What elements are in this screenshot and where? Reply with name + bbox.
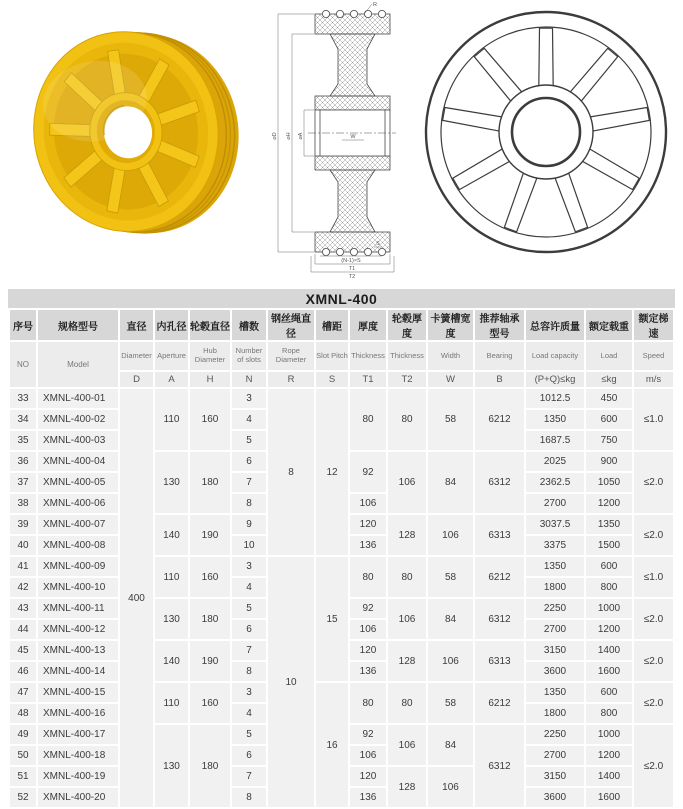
data-cell: 92	[350, 599, 386, 618]
data-cell: 6	[232, 620, 266, 639]
data-cell: 51	[10, 767, 36, 786]
header-cell-en: Thickness	[350, 342, 386, 370]
data-cell: 7	[232, 641, 266, 660]
data-cell: 140	[155, 515, 188, 555]
header-cell-en: Model	[38, 342, 118, 387]
data-cell: 3600	[526, 788, 584, 807]
spoke	[590, 108, 650, 132]
product-photo	[22, 10, 240, 258]
data-cell: 110	[155, 557, 188, 597]
data-cell: 3	[232, 557, 266, 576]
header-cell-cn: 额定载重	[586, 310, 632, 340]
data-cell: 1200	[586, 620, 632, 639]
data-cell: ≤2.0	[634, 683, 673, 723]
header-cell-en: Load	[586, 342, 632, 370]
spec-table	[8, 308, 675, 809]
header-cell-cn: 规格型号	[38, 310, 118, 340]
header-cell-sym: S	[316, 372, 348, 387]
header-cell-en: Diameter	[120, 342, 153, 370]
header-cell-sym: W	[428, 372, 473, 387]
header-cell-en: Slot Pitch	[316, 342, 348, 370]
spoke	[504, 172, 537, 232]
header-cell-en: Width	[428, 342, 473, 370]
data-cell: 84	[428, 599, 473, 639]
header-cell-cn: 推荐轴承型号	[475, 310, 524, 340]
spoke	[582, 149, 640, 190]
data-cell: 106	[350, 494, 386, 513]
data-cell: 128	[388, 641, 426, 681]
data-cell: 130	[155, 599, 188, 639]
header-cell-sym: B	[475, 372, 524, 387]
header-cell-en: Number of slots	[232, 342, 266, 370]
data-cell: 47	[10, 683, 36, 702]
model-cell: XMNL-400-14	[38, 662, 118, 681]
data-cell: 2250	[526, 599, 584, 618]
data-cell: 106	[388, 725, 426, 765]
dim-label-d: ⌀D	[272, 132, 278, 140]
data-cell: 130	[155, 725, 188, 807]
data-cell: 3375	[526, 536, 584, 555]
data-cell: 800	[586, 704, 632, 723]
data-cell: 1050	[586, 473, 632, 492]
data-cell: 44	[10, 620, 36, 639]
data-cell: 2250	[526, 725, 584, 744]
model-cell: XMNL-400-07	[38, 515, 118, 534]
data-cell: 400	[120, 389, 153, 807]
data-cell: 41	[10, 557, 36, 576]
data-cell: 2700	[526, 746, 584, 765]
data-cell: 50	[10, 746, 36, 765]
data-cell: 6	[232, 452, 266, 471]
model-cell: XMNL-400-17	[38, 725, 118, 744]
data-cell: 84	[428, 725, 473, 765]
data-cell: 58	[428, 557, 473, 597]
data-cell: 1500	[586, 536, 632, 555]
data-cell: 92	[350, 452, 386, 492]
data-cell: 2700	[526, 494, 584, 513]
data-cell: 1350	[526, 410, 584, 429]
header-cell-sym: ≤kg	[586, 372, 632, 387]
header-cell-cn: 内孔径	[155, 310, 188, 340]
data-cell: 3	[232, 683, 266, 702]
model-cell: XMNL-400-16	[38, 704, 118, 723]
data-cell: 48	[10, 704, 36, 723]
table-title: XMNL-400	[8, 287, 675, 308]
header-cell-cn: 直径	[120, 310, 153, 340]
data-cell: 6312	[475, 452, 524, 513]
spoke	[570, 48, 618, 102]
table-row	[10, 683, 673, 702]
data-cell: 1000	[586, 599, 632, 618]
data-cell: 120	[350, 515, 386, 534]
model-cell: XMNL-400-03	[38, 431, 118, 450]
data-cell: 128	[388, 515, 426, 555]
data-cell: 80	[388, 389, 426, 450]
data-cell: 1000	[586, 725, 632, 744]
data-cell: 35	[10, 431, 36, 450]
data-cell: 1800	[526, 704, 584, 723]
header-cell-sym: A	[155, 372, 188, 387]
data-cell: 750	[586, 431, 632, 450]
data-cell: 6312	[475, 599, 524, 639]
product-figures	[0, 0, 683, 282]
data-cell: 46	[10, 662, 36, 681]
dim-label-t2: T2	[348, 274, 356, 280]
data-cell: 160	[190, 683, 230, 723]
data-cell: 45	[10, 641, 36, 660]
model-cell: XMNL-400-09	[38, 557, 118, 576]
data-cell: 6212	[475, 389, 524, 450]
front-view-drawing	[418, 4, 674, 260]
spoke	[453, 149, 511, 190]
header-cell-cn: 槽距	[316, 310, 348, 340]
table-row	[10, 389, 673, 408]
data-cell: 80	[350, 389, 386, 450]
model-cell: XMNL-400-06	[38, 494, 118, 513]
data-cell: 4	[232, 578, 266, 597]
data-cell: 1350	[586, 515, 632, 534]
model-cell: XMNL-400-15	[38, 683, 118, 702]
data-cell: 140	[155, 641, 188, 681]
data-cell: 7	[232, 767, 266, 786]
data-cell: 84	[428, 452, 473, 513]
model-cell: XMNL-400-11	[38, 599, 118, 618]
data-cell: 36	[10, 452, 36, 471]
data-cell: 2025	[526, 452, 584, 471]
data-cell: 136	[350, 788, 386, 807]
data-cell: 1687.5	[526, 431, 584, 450]
data-cell: 43	[10, 599, 36, 618]
data-cell: 6313	[475, 641, 524, 681]
data-cell: 3600	[526, 662, 584, 681]
data-cell: 8	[232, 662, 266, 681]
data-cell: 1600	[586, 788, 632, 807]
spoke	[555, 172, 588, 232]
data-cell: 80	[350, 557, 386, 597]
data-cell: 3150	[526, 641, 584, 660]
header-cell-cn: 轮毂直径	[190, 310, 230, 340]
data-cell: 110	[155, 389, 188, 450]
data-cell: 5	[232, 725, 266, 744]
data-cell: 34	[10, 410, 36, 429]
dim-label-a: ⌀A	[298, 132, 304, 140]
data-cell: 106	[428, 641, 473, 681]
data-cell: ≤1.0	[634, 557, 673, 597]
header-cell-en: Aperture	[155, 342, 188, 370]
header-cell-sym: N	[232, 372, 266, 387]
data-cell: 190	[190, 641, 230, 681]
dim-label-t1: T1	[348, 266, 356, 272]
data-cell: 136	[350, 662, 386, 681]
header-cell-en: Load capacity	[526, 342, 584, 370]
header-cell-cn: 序号	[10, 310, 36, 340]
data-cell: 600	[586, 557, 632, 576]
dim-label-s: S	[376, 241, 380, 247]
data-cell: 80	[388, 557, 426, 597]
spoke	[474, 48, 522, 102]
model-cell: XMNL-400-01	[38, 389, 118, 408]
model-cell: XMNL-400-18	[38, 746, 118, 765]
data-cell: 106	[388, 452, 426, 513]
header-cell-en: Thickness	[388, 342, 426, 370]
data-cell: 128	[388, 767, 426, 807]
data-cell: ≤2.0	[634, 641, 673, 681]
data-cell: 106	[350, 746, 386, 765]
header-cell-sym: D	[120, 372, 153, 387]
data-cell: 92	[350, 725, 386, 744]
data-cell: 42	[10, 578, 36, 597]
header-cell-sym: R	[268, 372, 314, 387]
data-cell: 58	[428, 683, 473, 723]
header-cell-cn: 钢丝绳直径	[268, 310, 314, 340]
data-cell: 80	[350, 683, 386, 723]
data-cell: 5	[232, 431, 266, 450]
table-row	[10, 557, 673, 576]
data-cell: 180	[190, 452, 230, 513]
data-cell: 136	[350, 536, 386, 555]
model-cell: XMNL-400-04	[38, 452, 118, 471]
data-cell: 130	[155, 452, 188, 513]
data-cell: 8	[268, 389, 314, 555]
data-cell: ≤2.0	[634, 725, 673, 807]
data-cell: 160	[190, 557, 230, 597]
data-cell: 450	[586, 389, 632, 408]
data-cell: 6	[232, 746, 266, 765]
header-cell-sym: T2	[388, 372, 426, 387]
data-cell: 180	[190, 599, 230, 639]
header-cell-cn: 轮毂厚度	[388, 310, 426, 340]
data-cell: ≤2.0	[634, 452, 673, 513]
data-cell: 3150	[526, 767, 584, 786]
data-cell: 900	[586, 452, 632, 471]
data-cell: 6212	[475, 683, 524, 723]
data-cell: 6312	[475, 725, 524, 807]
data-cell: 6313	[475, 515, 524, 555]
data-cell: 3	[232, 389, 266, 408]
data-cell: 33	[10, 389, 36, 408]
data-cell: 120	[350, 641, 386, 660]
data-cell: 600	[586, 683, 632, 702]
header-cell-cn: 槽数	[232, 310, 266, 340]
data-cell: 120	[350, 767, 386, 786]
data-cell: 1400	[586, 767, 632, 786]
data-cell: 1200	[586, 494, 632, 513]
header-cell-cn: 总容许质量	[526, 310, 584, 340]
data-cell: 160	[190, 389, 230, 450]
header-cell-en: Rope Diameter	[268, 342, 314, 370]
data-cell: 110	[155, 683, 188, 723]
header-cell-en: NO	[10, 342, 36, 387]
data-cell: 1350	[526, 683, 584, 702]
model-cell: XMNL-400-05	[38, 473, 118, 492]
data-cell: 4	[232, 410, 266, 429]
data-cell: 8	[232, 788, 266, 807]
dim-label-r: R	[373, 2, 377, 8]
data-cell: 38	[10, 494, 36, 513]
data-cell: 106	[428, 515, 473, 555]
spec-section	[8, 287, 675, 809]
data-cell: 2362.5	[526, 473, 584, 492]
data-cell: 12	[316, 389, 348, 555]
data-cell: 1350	[526, 557, 584, 576]
data-cell: 106	[388, 599, 426, 639]
model-cell: XMNL-400-19	[38, 767, 118, 786]
dim-label-ns: (N-1)×S	[341, 258, 361, 264]
header-cell-en: Speed	[634, 342, 673, 370]
data-cell: 49	[10, 725, 36, 744]
data-cell: 16	[316, 683, 348, 807]
header-cell-cn: 卡簧槽宽度	[428, 310, 473, 340]
model-cell: XMNL-400-20	[38, 788, 118, 807]
data-cell: 180	[190, 725, 230, 807]
header-cell-cn: 额定梯速	[634, 310, 673, 340]
data-cell: ≤2.0	[634, 515, 673, 555]
data-cell: 1600	[586, 662, 632, 681]
data-cell: 58	[428, 389, 473, 450]
header-cell-en: Hub Diameter	[190, 342, 230, 370]
header-cell-sym: (P+Q)≤kg	[526, 372, 584, 387]
data-cell: ≤1.0	[634, 389, 673, 450]
data-cell: 2700	[526, 620, 584, 639]
model-cell: XMNL-400-08	[38, 536, 118, 555]
dim-label-w: W	[350, 134, 356, 140]
header-cell-sym: H	[190, 372, 230, 387]
header-cell-en: Bearing	[475, 342, 524, 370]
data-cell: 190	[190, 515, 230, 555]
header-cell-cn: 厚度	[350, 310, 386, 340]
data-cell: 80	[388, 683, 426, 723]
spoke	[443, 108, 503, 132]
data-cell: 7	[232, 473, 266, 492]
cross-section-drawing	[270, 0, 402, 280]
model-cell: XMNL-400-12	[38, 620, 118, 639]
data-cell: 1400	[586, 641, 632, 660]
data-cell: 39	[10, 515, 36, 534]
data-cell: 4	[232, 704, 266, 723]
data-cell: 1800	[526, 578, 584, 597]
data-cell: 3037.5	[526, 515, 584, 534]
data-cell: 10	[268, 557, 314, 807]
data-cell: 40	[10, 536, 36, 555]
model-cell: XMNL-400-02	[38, 410, 118, 429]
header-cell-sym: m/s	[634, 372, 673, 387]
spoke	[539, 28, 553, 86]
data-cell: 10	[232, 536, 266, 555]
data-cell: 9	[232, 515, 266, 534]
data-cell: 1012.5	[526, 389, 584, 408]
model-cell: XMNL-400-10	[38, 578, 118, 597]
data-cell: 1200	[586, 746, 632, 765]
data-cell: 600	[586, 410, 632, 429]
dim-label-h: ⌀H	[286, 132, 292, 140]
data-cell: 106	[350, 620, 386, 639]
data-cell: 37	[10, 473, 36, 492]
data-cell: 800	[586, 578, 632, 597]
data-cell: 8	[232, 494, 266, 513]
data-cell: 5	[232, 599, 266, 618]
data-cell: 15	[316, 557, 348, 681]
data-cell: 52	[10, 788, 36, 807]
data-cell: 106	[428, 767, 473, 807]
data-cell: ≤2.0	[634, 599, 673, 639]
header-cell-sym: T1	[350, 372, 386, 387]
data-cell: 6212	[475, 557, 524, 597]
model-cell: XMNL-400-13	[38, 641, 118, 660]
